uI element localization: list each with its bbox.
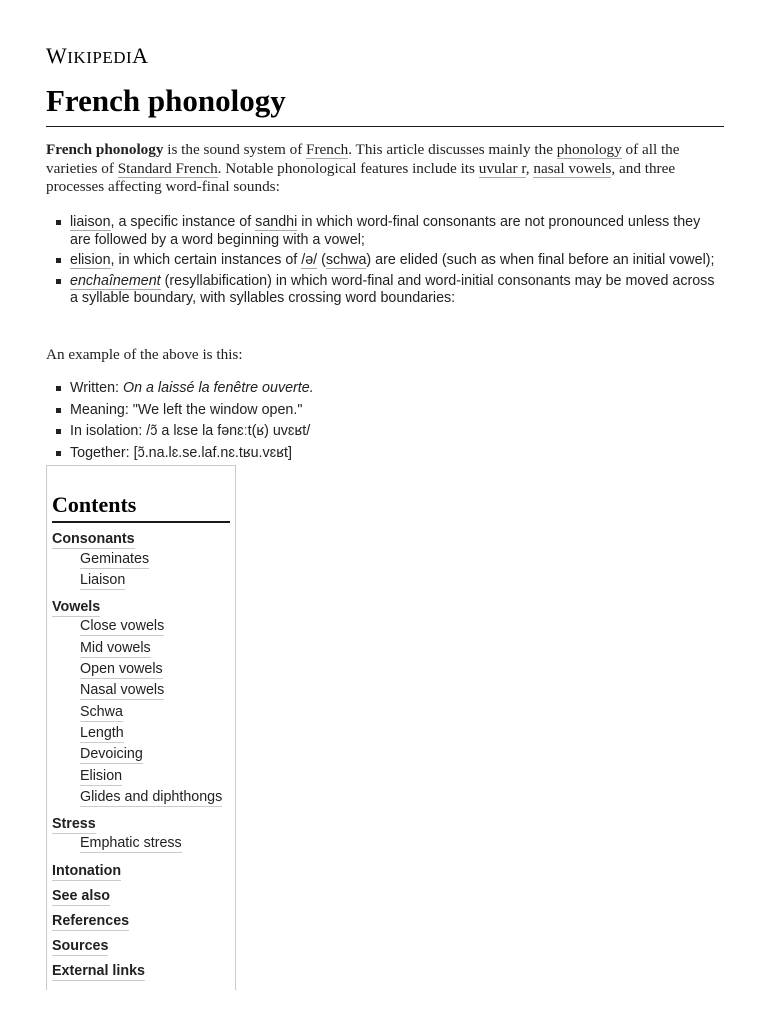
example-value: On a laissé la fenêtre ouverte. [122,380,314,396]
toc-item-geminates[interactable]: Geminates [80,551,150,567]
toc-item-emphatic-stress[interactable]: Emphatic stress [80,835,182,851]
intro-bold-term: French phonology [46,141,164,158]
toc-item-references[interactable]: References [52,913,130,929]
toc-item-consonants[interactable]: Consonants [52,531,135,547]
intro-text: of all the varieties of [46,141,680,177]
table-of-contents [46,465,236,990]
example-label: Written: [70,380,123,396]
toc-item-stress[interactable]: Stress [52,816,96,832]
example-value: /ɔ̃ a lɛse la fənɛːt(ʁ) uvɛʁt/ [146,423,311,439]
toc-item-external-links[interactable]: External links [52,963,145,979]
toc-item-liaison[interactable]: Liaison [80,572,126,588]
list-item [46,402,716,420]
intro-text: . This article discusses mainly the [348,141,557,158]
link-sandhi[interactable]: sandhi [255,214,298,230]
bullet-icon [56,451,61,456]
intro-paragraph [46,141,726,197]
wordmark-ikipedi: IKIPEDI [67,48,133,67]
bullet-icon [56,429,61,434]
link-enchainement[interactable]: enchaînement [70,272,161,289]
link-french[interactable]: French [306,141,349,158]
list-item [46,380,716,398]
link-standard-french[interactable]: Standard French [117,159,218,177]
example-list [46,380,716,466]
example-label: In isolation: [70,423,147,439]
wordmark-w: W [46,43,68,68]
list-item [46,214,716,249]
toc-item-vowels[interactable]: Vowels [52,599,101,615]
bullet-icon [56,408,61,413]
link-liaison[interactable]: liaison [70,214,111,230]
item-text: ( [317,252,326,268]
example-intro: An example of the above is this: [46,346,243,363]
intro-text: , and three processes affecting word-final sounds: [46,159,676,195]
list-item [46,445,716,463]
toc-item-sources[interactable]: Sources [52,938,109,954]
process-list [46,214,716,311]
toc-item-length[interactable]: Length [80,725,124,741]
intro-text: . Notable phonological features include its [217,159,479,177]
link-uvular-r[interactable]: uvular r [478,159,526,177]
item-text: ) are elided (such as when final before an initial vowel); [366,252,715,268]
link-schwa-ipa[interactable]: /ə/ [301,252,318,268]
wikipedia-wordmark[interactable] [46,43,149,69]
toc-title: Contents [52,492,230,523]
toc-item-intonation[interactable]: Intonation [52,863,122,879]
bullet-icon [56,386,61,391]
list-item [46,423,716,441]
bullet-icon [56,258,61,263]
toc-item-open-vowels[interactable]: Open vowels [80,661,163,677]
toc-item-mid-vowels[interactable]: Mid vowels [80,640,151,656]
bullet-icon [56,220,61,225]
toc-item-schwa[interactable]: Schwa [80,704,123,720]
toc-item-devoicing[interactable]: Devoicing [80,746,143,762]
example-label: Meaning: [70,401,133,418]
item-text: (resyllabification) in which word-final and word-initial consonants may be moved across a syllable boundary, with syllables crossing word boundaries: [70,272,715,306]
wordmark-a: A [132,43,149,68]
list-item [46,252,716,270]
item-text: , a specific instance of [110,214,256,230]
item-text: in which word-final consonants are not pronounced unless they are followed by a word beginning with a vowel; [70,214,701,248]
toc-item-close-vowels[interactable]: Close vowels [80,618,165,634]
link-elision[interactable]: elision [70,252,111,268]
bullet-icon [56,279,61,284]
link-schwa[interactable]: schwa [325,252,367,268]
link-phonology[interactable]: phonology [556,141,622,158]
page-title: French phonology [46,82,724,127]
list-item [46,273,716,308]
toc-item-elision[interactable]: Elision [80,768,123,784]
link-nasal-vowels[interactable]: nasal vowels [533,159,612,177]
example-value: [ɔ̃.na.lɛ.se.laf.nɛ.tʁu.vɛʁt] [133,444,292,461]
example-label: Together: [70,444,134,461]
example-value: "We left the window open." [132,401,303,418]
intro-text: , [525,159,534,177]
intro-text: is the sound system of [163,141,307,158]
toc-item-see-also[interactable]: See also [52,888,111,904]
toc-item-glides-and-diphthongs[interactable]: Glides and diphthongs [80,789,223,805]
toc-item-nasal-vowels[interactable]: Nasal vowels [80,682,165,698]
item-text: , in which certain instances of [110,252,302,268]
